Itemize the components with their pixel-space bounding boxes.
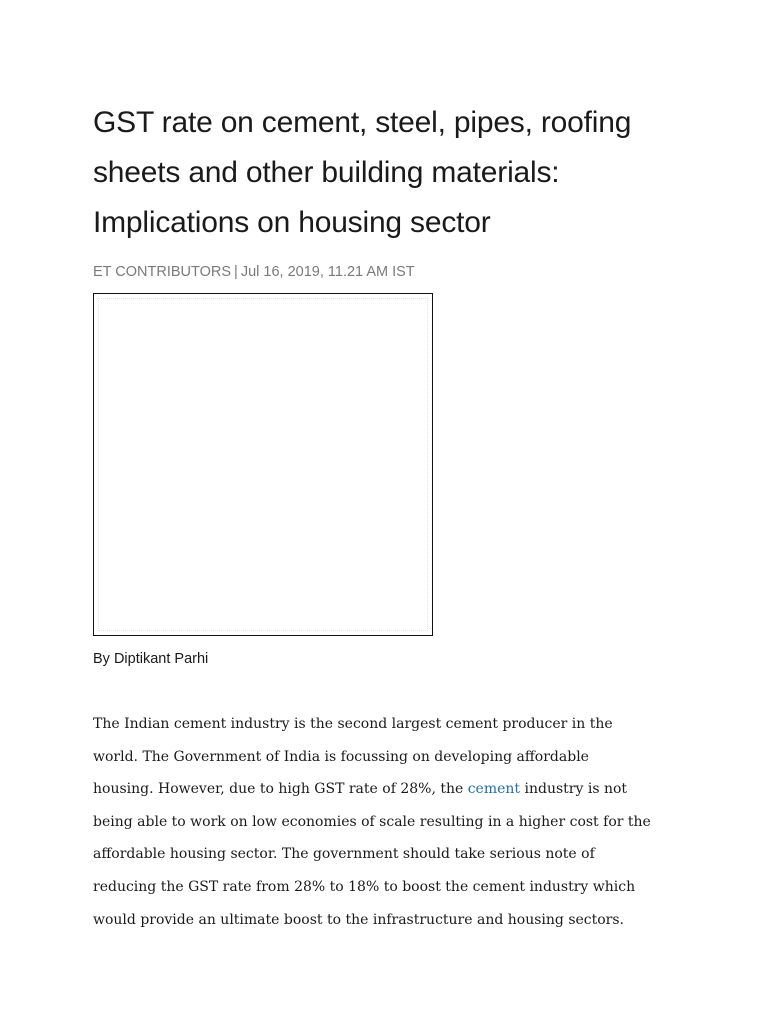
body-line: reducing the GST rate from 28% to 18% to boost the cement industry which bbox=[93, 878, 636, 895]
cement-link[interactable]: cement bbox=[467, 781, 521, 798]
image-inner-frame bbox=[98, 298, 428, 631]
body-text-segment: housing. However, due to high GST rate of 28%, the bbox=[93, 781, 468, 798]
article-body bbox=[93, 708, 683, 936]
meta-separator: | bbox=[234, 264, 238, 280]
article-meta bbox=[93, 263, 415, 281]
body-line: would provide an ultimate boost to the infrastructure and housing sectors. bbox=[93, 911, 625, 928]
article-image-placeholder bbox=[93, 293, 433, 636]
body-line bbox=[93, 773, 683, 806]
body-line: world. The Government of India is focussing on developing affordable bbox=[93, 748, 589, 765]
headline-line: sheets and other building materials: bbox=[93, 156, 560, 189]
body-line: being able to work on low economies of scale resulting in a higher cost for the bbox=[93, 813, 651, 830]
article-author: By Diptikant Parhi bbox=[93, 651, 209, 667]
headline-line: GST rate on cement, steel, pipes, roofing bbox=[93, 106, 632, 139]
body-line: affordable housing sector. The government should take serious note of bbox=[93, 846, 595, 863]
body-text-segment: industry is not bbox=[520, 781, 628, 798]
article-headline bbox=[93, 98, 693, 248]
article-source: ET CONTRIBUTORS bbox=[93, 264, 232, 280]
headline-line: Implications on housing sector bbox=[93, 206, 491, 239]
article-date: Jul 16, 2019, 11.21 AM IST bbox=[240, 264, 415, 280]
body-line: The Indian cement industry is the second largest cement producer in the bbox=[93, 716, 613, 732]
